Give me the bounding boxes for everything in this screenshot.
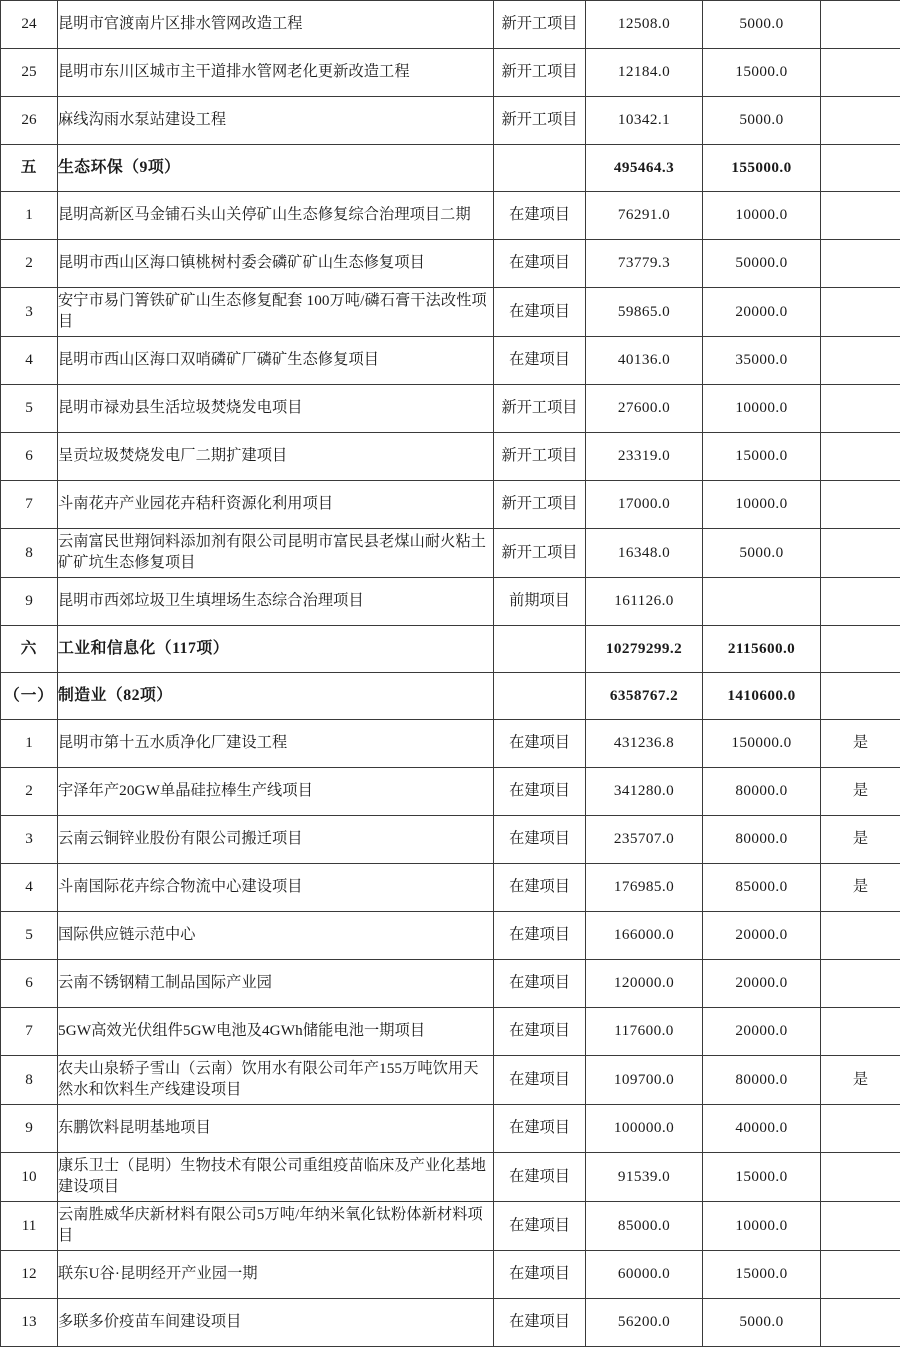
key-project-flag-cell: 是 — [821, 864, 900, 912]
total-investment-cell: 495464.3 — [586, 145, 703, 192]
key-project-flag-cell: 是 — [821, 720, 900, 768]
key-project-flag-cell: 是 — [821, 768, 900, 816]
row-index-cell: 25 — [1, 49, 58, 97]
table-row — [1, 192, 900, 240]
table-row — [1, 49, 900, 97]
annual-investment-cell: 10000.0 — [703, 481, 821, 529]
table-row — [1, 1153, 900, 1202]
key-project-flag-cell — [821, 1251, 900, 1299]
annual-investment-cell: 20000.0 — [703, 1008, 821, 1056]
annual-investment-cell: 5000.0 — [703, 97, 821, 145]
annual-investment-cell: 2115600.0 — [703, 626, 821, 673]
row-index-cell: 11 — [1, 1202, 58, 1251]
table-body — [1, 1, 900, 1347]
total-investment-cell: 10342.1 — [586, 97, 703, 145]
project-name-cell: 昆明高新区马金铺石头山关停矿山生态修复综合治理项目二期 — [58, 192, 494, 240]
total-investment-cell: 341280.0 — [586, 768, 703, 816]
annual-investment-cell: 20000.0 — [703, 288, 821, 337]
project-name-cell: 呈贡垃圾焚烧发电厂二期扩建项目 — [58, 433, 494, 481]
key-project-flag-cell — [821, 912, 900, 960]
project-name-cell: 5GW高效光伏组件5GW电池及4GWh储能电池一期项目 — [58, 1008, 494, 1056]
row-index-cell: 8 — [1, 529, 58, 578]
annual-investment-cell: 10000.0 — [703, 1202, 821, 1251]
row-index-cell: 2 — [1, 240, 58, 288]
annual-investment-cell: 80000.0 — [703, 768, 821, 816]
annual-investment-cell: 1410600.0 — [703, 673, 821, 720]
project-status-cell: 在建项目 — [494, 912, 586, 960]
annual-investment-cell: 35000.0 — [703, 337, 821, 385]
project-status-cell: 新开工项目 — [494, 97, 586, 145]
key-project-flag-cell — [821, 960, 900, 1008]
total-investment-cell: 40136.0 — [586, 337, 703, 385]
row-index-cell: 9 — [1, 1105, 58, 1153]
project-status-cell: 在建项目 — [494, 1105, 586, 1153]
key-project-flag-cell — [821, 97, 900, 145]
project-name-cell: 制造业（82项） — [58, 673, 494, 720]
table-row — [1, 1299, 900, 1347]
project-status-cell: 新开工项目 — [494, 385, 586, 433]
total-investment-cell: 10279299.2 — [586, 626, 703, 673]
annual-investment-cell: 80000.0 — [703, 816, 821, 864]
annual-investment-cell: 150000.0 — [703, 720, 821, 768]
total-investment-cell: 60000.0 — [586, 1251, 703, 1299]
row-index-cell: 10 — [1, 1153, 58, 1202]
project-name-cell: 昆明市禄劝县生活垃圾焚烧发电项目 — [58, 385, 494, 433]
project-name-cell: 国际供应链示范中心 — [58, 912, 494, 960]
row-index-cell: 3 — [1, 288, 58, 337]
project-status-cell: 新开工项目 — [494, 433, 586, 481]
key-project-flag-cell — [821, 1202, 900, 1251]
key-project-flag-cell — [821, 240, 900, 288]
project-status-cell: 前期项目 — [494, 578, 586, 626]
key-project-flag-cell — [821, 145, 900, 192]
total-investment-cell: 16348.0 — [586, 529, 703, 578]
project-name-cell: 康乐卫士（昆明）生物技术有限公司重组疫苗临床及产业化基地建设项目 — [58, 1153, 494, 1202]
project-name-cell: 昆明市官渡南片区排水管网改造工程 — [58, 1, 494, 49]
annual-investment-cell: 15000.0 — [703, 1153, 821, 1202]
key-project-flag-cell — [821, 192, 900, 240]
key-project-flag-cell — [821, 578, 900, 626]
key-project-flag-cell — [821, 385, 900, 433]
table-row — [1, 529, 900, 578]
row-index-cell: 13 — [1, 1299, 58, 1347]
project-name-cell: 生态环保（9项） — [58, 145, 494, 192]
project-name-cell: 云南胜威华庆新材料有限公司5万吨/年纳米氧化钛粉体新材料项目 — [58, 1202, 494, 1251]
row-index-cell: 6 — [1, 960, 58, 1008]
table-row — [1, 385, 900, 433]
key-project-flag-cell — [821, 49, 900, 97]
annual-investment-cell: 5000.0 — [703, 529, 821, 578]
row-index-cell: （一） — [1, 673, 58, 720]
table-row — [1, 337, 900, 385]
row-index-cell: 3 — [1, 816, 58, 864]
table-row — [1, 912, 900, 960]
total-investment-cell: 85000.0 — [586, 1202, 703, 1251]
project-status-cell: 新开工项目 — [494, 529, 586, 578]
table-row — [1, 960, 900, 1008]
key-project-flag-cell: 是 — [821, 1056, 900, 1105]
table-row — [1, 864, 900, 912]
key-project-flag-cell — [821, 433, 900, 481]
row-index-cell: 5 — [1, 385, 58, 433]
project-status-cell — [494, 673, 586, 720]
table-section-row — [1, 145, 900, 192]
row-index-cell: 1 — [1, 720, 58, 768]
annual-investment-cell: 15000.0 — [703, 433, 821, 481]
table-row — [1, 578, 900, 626]
total-investment-cell: 161126.0 — [586, 578, 703, 626]
row-index-cell: 4 — [1, 337, 58, 385]
annual-investment-cell: 20000.0 — [703, 960, 821, 1008]
table-row — [1, 433, 900, 481]
total-investment-cell: 12184.0 — [586, 49, 703, 97]
total-investment-cell: 120000.0 — [586, 960, 703, 1008]
project-status-cell: 在建项目 — [494, 1251, 586, 1299]
project-name-cell: 昆明市西山区海口镇桃树村委会磷矿矿山生态修复项目 — [58, 240, 494, 288]
row-index-cell: 4 — [1, 864, 58, 912]
project-name-cell: 农夫山泉轿子雪山（云南）饮用水有限公司年产155万吨饮用天然水和饮料生产线建设项目 — [58, 1056, 494, 1105]
table-row — [1, 1008, 900, 1056]
project-status-cell: 在建项目 — [494, 337, 586, 385]
annual-investment-cell: 5000.0 — [703, 1299, 821, 1347]
row-index-cell: 24 — [1, 1, 58, 49]
project-status-cell: 在建项目 — [494, 1153, 586, 1202]
table-row — [1, 1056, 900, 1105]
project-status-cell — [494, 626, 586, 673]
table-section-row — [1, 626, 900, 673]
project-status-cell: 在建项目 — [494, 192, 586, 240]
total-investment-cell: 117600.0 — [586, 1008, 703, 1056]
project-name-cell: 多联多价疫苗车间建设项目 — [58, 1299, 494, 1347]
project-status-cell: 在建项目 — [494, 960, 586, 1008]
total-investment-cell: 23319.0 — [586, 433, 703, 481]
project-name-cell: 昆明市第十五水质净化厂建设工程 — [58, 720, 494, 768]
table-row — [1, 720, 900, 768]
project-status-cell: 在建项目 — [494, 1299, 586, 1347]
annual-investment-cell: 15000.0 — [703, 1251, 821, 1299]
key-project-flag-cell — [821, 1105, 900, 1153]
table-row — [1, 1, 900, 49]
key-project-flag-cell — [821, 529, 900, 578]
total-investment-cell: 59865.0 — [586, 288, 703, 337]
total-investment-cell: 12508.0 — [586, 1, 703, 49]
project-name-cell: 东鹏饮料昆明基地项目 — [58, 1105, 494, 1153]
project-name-cell: 云南富民世翔饲料添加剂有限公司昆明市富民县老煤山耐火粘土矿矿坑生态修复项目 — [58, 529, 494, 578]
project-status-cell — [494, 145, 586, 192]
annual-investment-cell: 40000.0 — [703, 1105, 821, 1153]
table-row — [1, 1202, 900, 1251]
key-project-flag-cell — [821, 481, 900, 529]
project-name-cell: 云南不锈钢精工制品国际产业园 — [58, 960, 494, 1008]
project-name-cell: 昆明市西山区海口双哨磷矿厂磷矿生态修复项目 — [58, 337, 494, 385]
total-investment-cell: 176985.0 — [586, 864, 703, 912]
project-status-cell: 新开工项目 — [494, 1, 586, 49]
project-name-cell: 宇泽年产20GW单晶硅拉棒生产线项目 — [58, 768, 494, 816]
row-index-cell: 26 — [1, 97, 58, 145]
row-index-cell: 6 — [1, 433, 58, 481]
project-status-cell: 在建项目 — [494, 1008, 586, 1056]
annual-investment-cell: 155000.0 — [703, 145, 821, 192]
row-index-cell: 7 — [1, 481, 58, 529]
table-row — [1, 1251, 900, 1299]
key-project-flag-cell — [821, 1153, 900, 1202]
project-status-cell: 在建项目 — [494, 768, 586, 816]
annual-investment-cell — [703, 578, 821, 626]
project-status-cell: 在建项目 — [494, 864, 586, 912]
total-investment-cell: 56200.0 — [586, 1299, 703, 1347]
key-project-flag-cell: 是 — [821, 816, 900, 864]
annual-investment-cell: 10000.0 — [703, 192, 821, 240]
row-index-cell: 5 — [1, 912, 58, 960]
annual-investment-cell: 80000.0 — [703, 1056, 821, 1105]
project-name-cell: 云南云铜锌业股份有限公司搬迁项目 — [58, 816, 494, 864]
key-project-flag-cell — [821, 1008, 900, 1056]
row-index-cell: 8 — [1, 1056, 58, 1105]
project-name-cell: 斗南国际花卉综合物流中心建设项目 — [58, 864, 494, 912]
project-name-cell: 麻线沟雨水泵站建设工程 — [58, 97, 494, 145]
table-row — [1, 816, 900, 864]
key-project-flag-cell — [821, 673, 900, 720]
annual-investment-cell: 20000.0 — [703, 912, 821, 960]
project-name-cell: 安宁市易门箐铁矿矿山生态修复配套 100万吨/磷石膏干法改性项目 — [58, 288, 494, 337]
annual-investment-cell: 5000.0 — [703, 1, 821, 49]
project-status-cell: 新开工项目 — [494, 49, 586, 97]
total-investment-cell: 431236.8 — [586, 720, 703, 768]
total-investment-cell: 17000.0 — [586, 481, 703, 529]
total-investment-cell: 91539.0 — [586, 1153, 703, 1202]
project-name-cell: 联东U谷·昆明经开产业园一期 — [58, 1251, 494, 1299]
total-investment-cell: 27600.0 — [586, 385, 703, 433]
project-name-cell: 昆明市东川区城市主干道排水管网老化更新改造工程 — [58, 49, 494, 97]
annual-investment-cell: 15000.0 — [703, 49, 821, 97]
project-status-cell: 新开工项目 — [494, 481, 586, 529]
total-investment-cell: 100000.0 — [586, 1105, 703, 1153]
table-row — [1, 768, 900, 816]
row-index-cell: 7 — [1, 1008, 58, 1056]
project-status-cell: 在建项目 — [494, 240, 586, 288]
total-investment-cell: 235707.0 — [586, 816, 703, 864]
key-project-flag-cell — [821, 1299, 900, 1347]
annual-investment-cell: 10000.0 — [703, 385, 821, 433]
total-investment-cell: 6358767.2 — [586, 673, 703, 720]
project-status-cell: 在建项目 — [494, 720, 586, 768]
table-row — [1, 1105, 900, 1153]
project-status-cell: 在建项目 — [494, 1056, 586, 1105]
table-row — [1, 481, 900, 529]
row-index-cell: 五 — [1, 145, 58, 192]
project-name-cell: 斗南花卉产业园花卉秸秆资源化利用项目 — [58, 481, 494, 529]
row-index-cell: 2 — [1, 768, 58, 816]
table-row — [1, 288, 900, 337]
project-name-cell: 昆明市西郊垃圾卫生填埋场生态综合治理项目 — [58, 578, 494, 626]
table-section-row — [1, 673, 900, 720]
annual-investment-cell: 85000.0 — [703, 864, 821, 912]
row-index-cell: 12 — [1, 1251, 58, 1299]
table-row — [1, 97, 900, 145]
project-name-cell: 工业和信息化（117项） — [58, 626, 494, 673]
total-investment-cell: 76291.0 — [586, 192, 703, 240]
key-project-flag-cell — [821, 288, 900, 337]
row-index-cell: 六 — [1, 626, 58, 673]
total-investment-cell: 166000.0 — [586, 912, 703, 960]
project-status-cell: 在建项目 — [494, 288, 586, 337]
key-project-flag-cell — [821, 1, 900, 49]
table-row — [1, 240, 900, 288]
total-investment-cell: 73779.3 — [586, 240, 703, 288]
key-project-flag-cell — [821, 626, 900, 673]
key-project-flag-cell — [821, 337, 900, 385]
total-investment-cell: 109700.0 — [586, 1056, 703, 1105]
project-status-cell: 在建项目 — [494, 1202, 586, 1251]
row-index-cell: 9 — [1, 578, 58, 626]
annual-investment-cell: 50000.0 — [703, 240, 821, 288]
row-index-cell: 1 — [1, 192, 58, 240]
project-status-cell: 在建项目 — [494, 816, 586, 864]
